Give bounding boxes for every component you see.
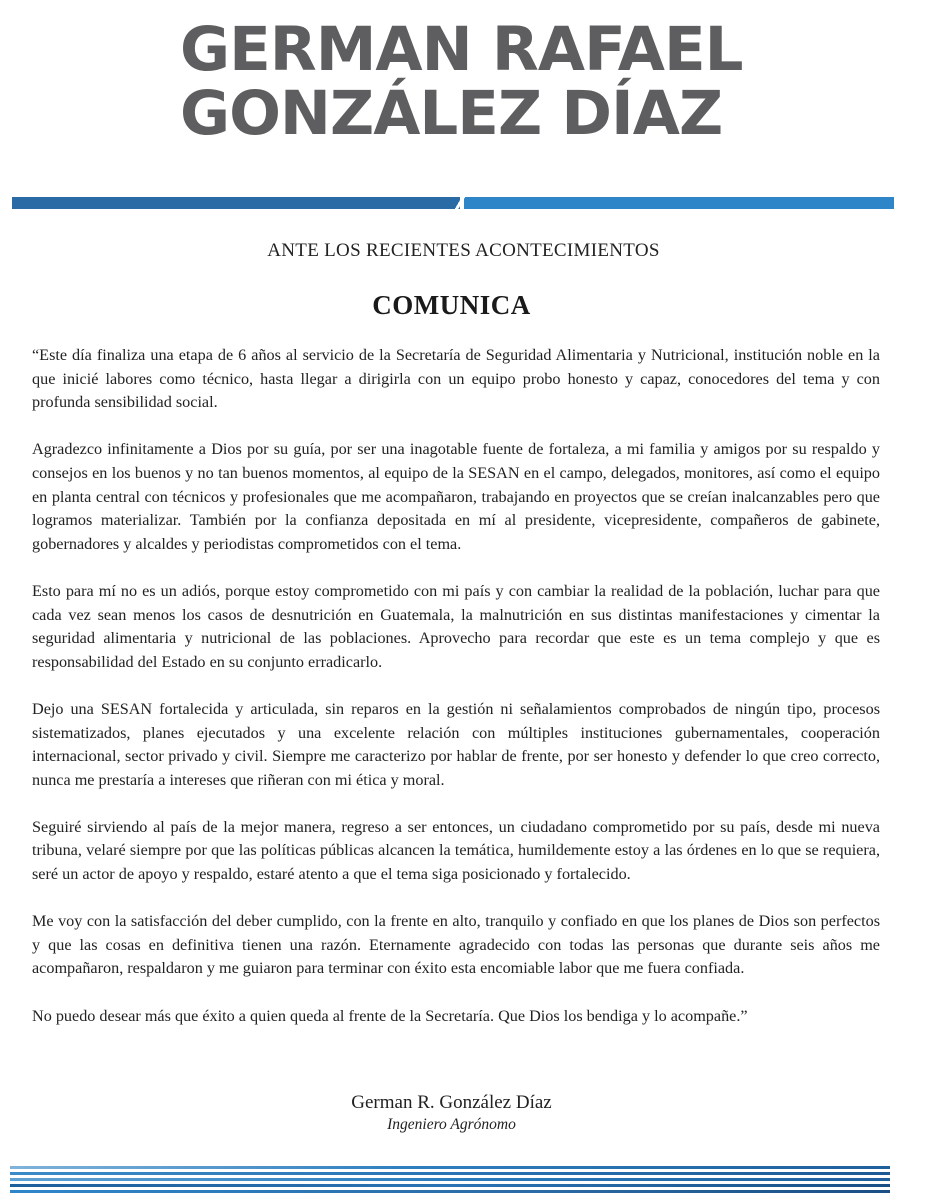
paragraph-5: Seguiré sirviendo al país de la mejor manera, regreso a ser entonces, un ciudadano comprometido por su país, desde mi nueva tribuna, velaré siempre por que las políticas públicas alcancen la temática, humildemente estoy a las órdenes en lo que se requiera, seré un actor de apoyo y respaldo, estaré atento a que el tema siga posicionado y fortalecido. (32, 817, 880, 884)
document-title: COMUNICA (372, 290, 531, 320)
footer-rule (10, 1178, 890, 1181)
signature-name: German R. González Díaz (351, 1092, 552, 1113)
author-name-line-2: GONZÁLEZ DÍAZ (180, 78, 723, 149)
footer-rules (10, 1166, 890, 1196)
footer-rule (10, 1190, 890, 1193)
author-name-line-1: GERMAN RAFAEL (180, 14, 743, 85)
header-rule-notch (449, 197, 471, 209)
footer-rule (10, 1184, 890, 1187)
header-rule-left (12, 197, 460, 209)
kicker-line: ANTE LOS RECIENTES ACONTECIMIENTOS (267, 240, 660, 261)
header-rule-right (464, 197, 894, 209)
paragraph-2: Agradezco infinitamente a Dios por su guía, por ser una inagotable fuente de fortaleza, a mi familia y amigos por su respaldo y consejos en los buenos y no tan buenos momentos, al equipo de la SESAN en el campo, delegados, monitores, así como el equipo en planta central con técnicos y profesionales que me acompañaron, trabajando en proyectos que se creían inalcanzables pero que logramos materializar. También por la confianza depositada en mí al presidente, vicepresidente, compañeros de gabinete, gobernadores y alcaldes y periodistas comprometidos con el tema. (32, 440, 880, 553)
footer-rule (10, 1166, 890, 1169)
paragraph-4: Dejo una SESAN fortalecida y articulada, sin reparos en la gestión ni señalamientos comprobados de ningún tipo, procesos sistematizados, planes ejecutados y una excelente relación con múltiples instituciones gubernamentales, cooperación internacional, sector privado y civil. Siempre me caracterizo por hablar de frente, por ser honesto y defender lo que creo correcto, nunca me prestaría a intereses que riñeran con mi ética y moral. (32, 699, 880, 789)
footer-rule (10, 1172, 890, 1175)
paragraph-1: “Este día finaliza una etapa de 6 años al servicio de la Secretaría de Seguridad Alimentaria y Nutricional, institución noble en la que inicié labores como técnico, hasta llegar a dirigirla con un equipo probo honesto y capaz, conocedores del tema y con profunda sensibilidad social. (32, 346, 880, 412)
author-name-heading (180, 14, 900, 149)
paragraph-3: Esto para mí no es un adiós, porque estoy comprometido con mi país y con cambiar la realidad de la población, luchar para que cada vez sean menos los casos de desnutrición en Guatemala, la malnutrición en sus distintas manifestaciones y cimentar la seguridad alimentaria y nutricional de las poblaciones. Aprovecho para recordar que este es un tema complejo y que es responsabilidad del Estado en su conjunto erradicarlo. (32, 581, 880, 671)
statement-body (32, 344, 880, 1052)
signature-title: Ingeniero Agrónomo (387, 1116, 516, 1133)
paragraph-6: Me voy con la satisfacción del deber cumplido, con la frente en alto, tranquilo y confiado en que los planes de Dios son perfectos y que las cosas en definitiva tienen una razón. Eternamente agradecido con todas las personas que durante seis años me acompañaron, respaldaron y me guiaron para terminar con éxito esta encomiable labor que me fuera confiada. (32, 912, 880, 978)
signature-block (0, 1091, 903, 1135)
paragraph-7: No puedo desear más que éxito a quien queda al frente de la Secretaría. Que Dios los bendiga y lo acompañe.” (32, 1006, 748, 1025)
